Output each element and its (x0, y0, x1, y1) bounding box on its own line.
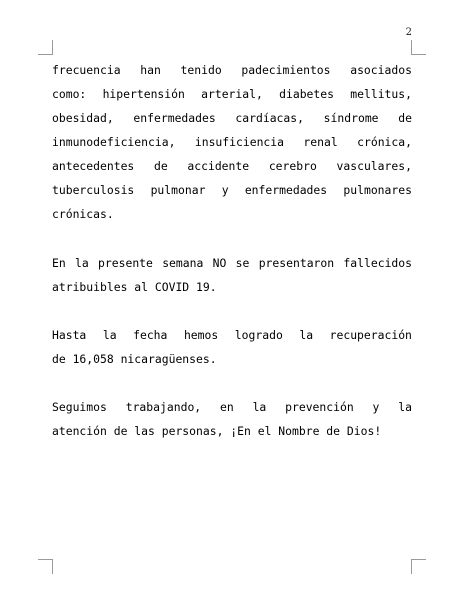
word: antecedentes (52, 159, 135, 173)
text-line: atribuibles al COVID 19. (52, 280, 217, 294)
text-line: crónicas. (52, 207, 114, 221)
word: hemos (183, 328, 219, 342)
word: la (299, 328, 314, 342)
text-line (52, 130, 412, 154)
word: crónica, (357, 135, 412, 149)
word: pulmonar (150, 183, 206, 197)
word: la (75, 256, 89, 270)
text-line: atención de las personas, ¡En el Nombre de Dios! (52, 424, 382, 438)
crop-mark-top-right (411, 40, 426, 55)
word: asociados (350, 63, 412, 77)
word: han (140, 63, 161, 77)
text-line (52, 323, 412, 347)
word: como: (52, 87, 87, 101)
word: vasculares, (336, 159, 412, 173)
word: recuperación (329, 328, 412, 342)
word: la (102, 328, 117, 342)
word: en (220, 400, 234, 414)
word: trabajando, (125, 400, 202, 414)
paragraph-deaths (52, 251, 412, 299)
word: frecuencia (52, 63, 121, 77)
word: prevención (285, 400, 354, 414)
word: fallecidos (343, 256, 412, 270)
text-line (52, 82, 412, 106)
crop-mark-top-left (38, 40, 53, 55)
word: padecimientos (241, 63, 331, 77)
word: se (235, 256, 250, 270)
word: mellitus, (350, 87, 412, 101)
text-line (52, 395, 412, 419)
word: Seguimos (52, 400, 107, 414)
word: presentaron (258, 256, 335, 270)
word: logrado (234, 328, 283, 342)
word: accidente (187, 159, 250, 173)
word: presente (98, 256, 153, 270)
text-line (52, 154, 412, 178)
paragraph-recoveries (52, 323, 412, 371)
word: enfermedades (133, 111, 216, 125)
word: la (252, 400, 267, 414)
word: fecha (133, 328, 168, 342)
word: obesidad, (52, 111, 114, 125)
word: inmunodeficiencia, (52, 135, 176, 149)
page-number: 2 (405, 27, 412, 38)
text-line (52, 58, 412, 82)
word: semana (162, 256, 204, 270)
word: En (52, 256, 66, 270)
word: de (398, 111, 412, 125)
word: tenido (180, 63, 222, 77)
text-line (52, 251, 412, 275)
text-line: de 16,058 nicaragüenses. (52, 352, 217, 366)
text-line (52, 178, 412, 202)
word: cardíacas, (235, 111, 304, 125)
word: insuficiencia (194, 135, 285, 149)
word: arterial, (201, 87, 263, 101)
text-line (52, 106, 412, 130)
word: hipertensión (102, 87, 185, 101)
word: y (372, 400, 380, 414)
word: pulmonares (343, 183, 412, 197)
word: síndrome (323, 111, 379, 125)
word: de (153, 159, 168, 173)
word: Hasta (52, 328, 87, 342)
word: y (221, 183, 229, 197)
paragraph-comorbidities (52, 58, 412, 226)
word: tuberculosis (52, 183, 135, 197)
word: renal (303, 135, 338, 149)
word: NO (212, 256, 227, 270)
word: la (398, 400, 412, 414)
crop-mark-bottom-right (411, 559, 426, 574)
word: diabetes (279, 87, 334, 101)
word: enfermedades (244, 183, 328, 197)
word: cerebro (268, 159, 317, 173)
paragraph-closing (52, 395, 412, 443)
crop-mark-bottom-left (38, 559, 53, 574)
